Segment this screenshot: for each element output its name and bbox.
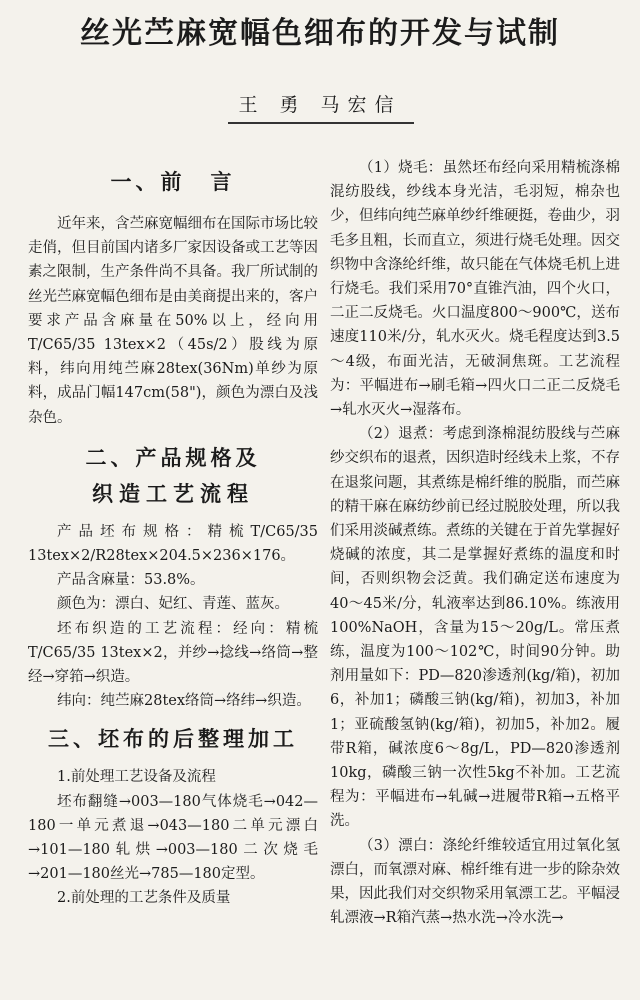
- section-heading-preface: 一、前 言: [110, 169, 236, 194]
- finishing-process-flow: 坯布翻缝→003—180气体烧毛→042—180一单元煮退→043—180二单元漂白→101—180轧烘→003—180二次烧毛→201—180丝光→785—180定型。: [28, 793, 318, 883]
- finishing-subheading-1: 1.前处理工艺设备及流程: [57, 769, 216, 786]
- singeing-paragraph: （1）烧毛：虽然坯布经向采用精梳涤棉混纺股线，纱线本身光洁，毛羽短，棉杂也少，但纬向纯苎麻单纱纤维硬挺，卷曲少，羽毛多且粗，长而直立，须进行烧毛处理。因交织物中含涤纶纤维，故只能在气体烧毛机上进行烧毛。我们采用70°直锥汽油，四个火口，二正二反烧毛。火口温度800～900℃，送布速度110米/分，轧水灭火。烧毛程度达到3.5～4级，布面光洁，无破洞焦斑。工艺流程为：平幅进布→刷毛箱→四火口二正二反烧毛→轧水灭火→湿落布。: [330, 160, 620, 419]
- section-heading-finishing: 三、坯布的后整理加工: [48, 726, 298, 752]
- scouring-paragraph: （2）退煮：考虑到涤棉混纺股线与苎麻纱交织布的退煮，因织造时经线未上浆，不存在退浆问题，其煮练是棉纤维的脱脂，而苎麻的精干麻在麻纺纱前已经过脱胶处理，所以我们采用淡碱煮练。煮练的关键在于首先掌握好烧碱的浓度，其二是掌握好煮练的温度和时间，否则织物会泛黄。我们确定送布速度为40～45米/分，轧液率达到86.10%。练液用100%NaOH，含量为15～20g/L。常压煮练，温度为100～102℃，时间90分钟。助剂用量如下：PD—820渗透剂(kg/箱)，初加6，补加1；磷酸三钠(kg/箱)，初加3，补加1；亚硫酸氢钠(kg/箱)，初加5，补加2。履带R箱，碱浓度6～8g/L，PD—820渗透剂10kg，磷酸三钠一次性5kg不补加。工艺流程为：平幅进布→轧碱→进履带R箱→五格平洗。: [330, 426, 620, 830]
- section-heading-specs: 二、产品规格及: [85, 444, 261, 470]
- spec-paragraph-fabric: 产品坯布规格：精梳T/C65/35 13tex×2/R28tex×204.5×236×176。: [28, 523, 318, 565]
- spec-paragraph-colors: 颜色为：漂白、妃红、青莲、蓝灰。: [57, 596, 289, 613]
- spec-paragraph-content: 产品含麻量：53.8%。: [57, 572, 205, 589]
- spec-paragraph-warp-process: 坯布织造的工艺流程：经向：精梳T/C65/35 13tex×2，并纱→捻线→络筒→整经→穿筘→织造。: [28, 620, 318, 686]
- article-title: 丝光苎麻宽幅色细布的开发与试制: [80, 16, 560, 51]
- preface-paragraph: 近年来，含苎麻宽幅细布在国际市场比较走俏，但目前国内诸多厂家因设备或工艺等因素之限制，生产条件尚不具备。我厂所试制的丝光苎麻宽幅色细布是由美商提出来的，客户要求产品含麻量在50%以上，经向用T/C65/35 13tex×2（45s/2）股线为原料，纬向用纯苎麻28tex(36Nm)单纱为原料，成品门幅147cm(58")，颜色为漂白及浅杂色。: [28, 216, 318, 426]
- section-heading-specs-cont: 织造工艺流程: [92, 480, 254, 506]
- spec-paragraph-weft-process: 纬向：纯苎麻28tex络筒→络纬→织造。: [57, 693, 311, 710]
- right-column: [330, 156, 620, 1000]
- left-column: [28, 158, 318, 1000]
- authors-underline: [228, 122, 414, 124]
- bleaching-paragraph: （3）漂白：涤纶纤维较适宜用过氧化氢漂白，而氧漂对麻、棉纤维有进一步的除杂效果，因此我们对交织物采用氧漂工艺。平幅浸轧漂液→R箱汽蒸→热水洗→冷水洗→: [330, 837, 620, 927]
- article-authors: 王 勇 马宏信: [238, 94, 402, 116]
- finishing-subheading-2: 2.前处理的工艺条件及质量: [57, 890, 231, 907]
